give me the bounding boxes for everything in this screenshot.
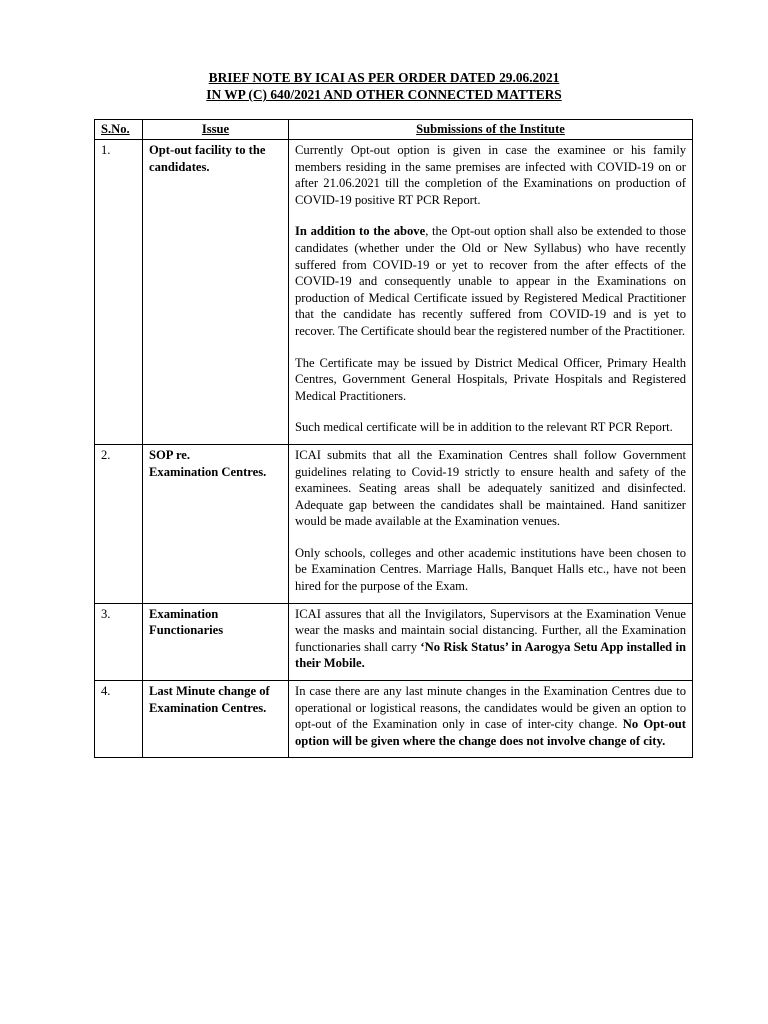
row-submission: [289, 681, 693, 758]
header-submissions: Submissions of the Institute: [289, 120, 693, 140]
row-issue: Examination Functionaries: [143, 603, 289, 680]
submission-paragraph: Currently Opt-out option is given in case the examinee or his family members residing in the same premises are infected with COVID-19 on or after 21.06.2021 till the completion of the Examinations on production of COVID-19 positive RT PCR Report.: [295, 143, 686, 207]
table-row: [95, 444, 693, 603]
submission-paragraph: In addition to the above, the Opt-out option shall also be extended to those candidates (whether under the Old or New Syllabus) who have recently suffered from COVID-19 or yet to recover from the after effects of the COVID-19 and consequently unable to appear in the Examinations on production of Medical Certificate issued by Registered Medical Practitioner that the candidate has recently suffered from COVID-19 and is yet to recover. The Certificate should bear the registered number of the Practitioner.: [295, 224, 686, 338]
submission-paragraph: ICAI assures that all the Invigilators, Supervisors at the Examination Venue wear the masks and maintain social distancing. Further, all the Examination functionaries shall carry ‘No Risk Status’ in Aarogya Setu App installed in their Mobile.: [295, 606, 687, 671]
row-issue: SOP re. Examination Centres.: [143, 444, 289, 603]
row-submission: [289, 603, 693, 680]
row-sno: 4.: [95, 681, 143, 758]
table-header-row: [95, 120, 693, 140]
submission-paragraph: ICAI submits that all the Examination Centres shall follow Government guidelines relating to Covid-19 strictly to ensure health and safety of the examinees. Seating areas shall be adequately sanitized and disinfected. Adequate gap between the candidates shall be maintained. Hand sanitizer would be made available at the Examination venues.: [295, 447, 686, 529]
table-row: [95, 681, 693, 758]
table-row: [95, 603, 693, 680]
document-title: [0, 69, 768, 103]
header-sno: S.No.: [95, 120, 143, 140]
submissions-table: [94, 119, 693, 758]
header-issue: Issue: [143, 120, 289, 140]
submission-paragraph: Such medical certificate will be in addition to the relevant RT PCR Report.: [295, 420, 673, 435]
submission-paragraph: In case there are any last minute changes in the Examination Centres due to operational or logistical reasons, the candidates would be given an option to opt-out of the Examination only in case of inter-city change. No Opt-out option will be given where the change does not involve change of city.: [295, 684, 686, 748]
row-submission: [289, 140, 693, 445]
title-line-1: BRIEF NOTE BY ICAI AS PER ORDER DATED 29.06.2021: [208, 70, 560, 85]
title-line-2: IN WP (C) 640/2021 AND OTHER CONNECTED MATTERS: [206, 87, 562, 102]
table-row: [95, 140, 693, 445]
submission-paragraph: The Certificate may be issued by District Medical Officer, Primary Health Centres, Government General Hospitals, Private Hospitals and Registered Medical Practitioners.: [295, 355, 686, 403]
row-sno: 2.: [95, 444, 143, 603]
row-submission: [289, 444, 693, 603]
submission-paragraph: Only schools, colleges and other academic institutions have been chosen to be Examination Centres. Marriage Halls, Banquet Halls etc., have not been hired for the purpose of the Exam.: [295, 545, 686, 594]
row-issue: Opt-out facility to the candidates.: [143, 140, 289, 445]
row-issue: Last Minute change of Examination Centres.: [143, 681, 289, 758]
row-sno: 1.: [95, 140, 143, 445]
row-sno: 3.: [95, 603, 143, 680]
